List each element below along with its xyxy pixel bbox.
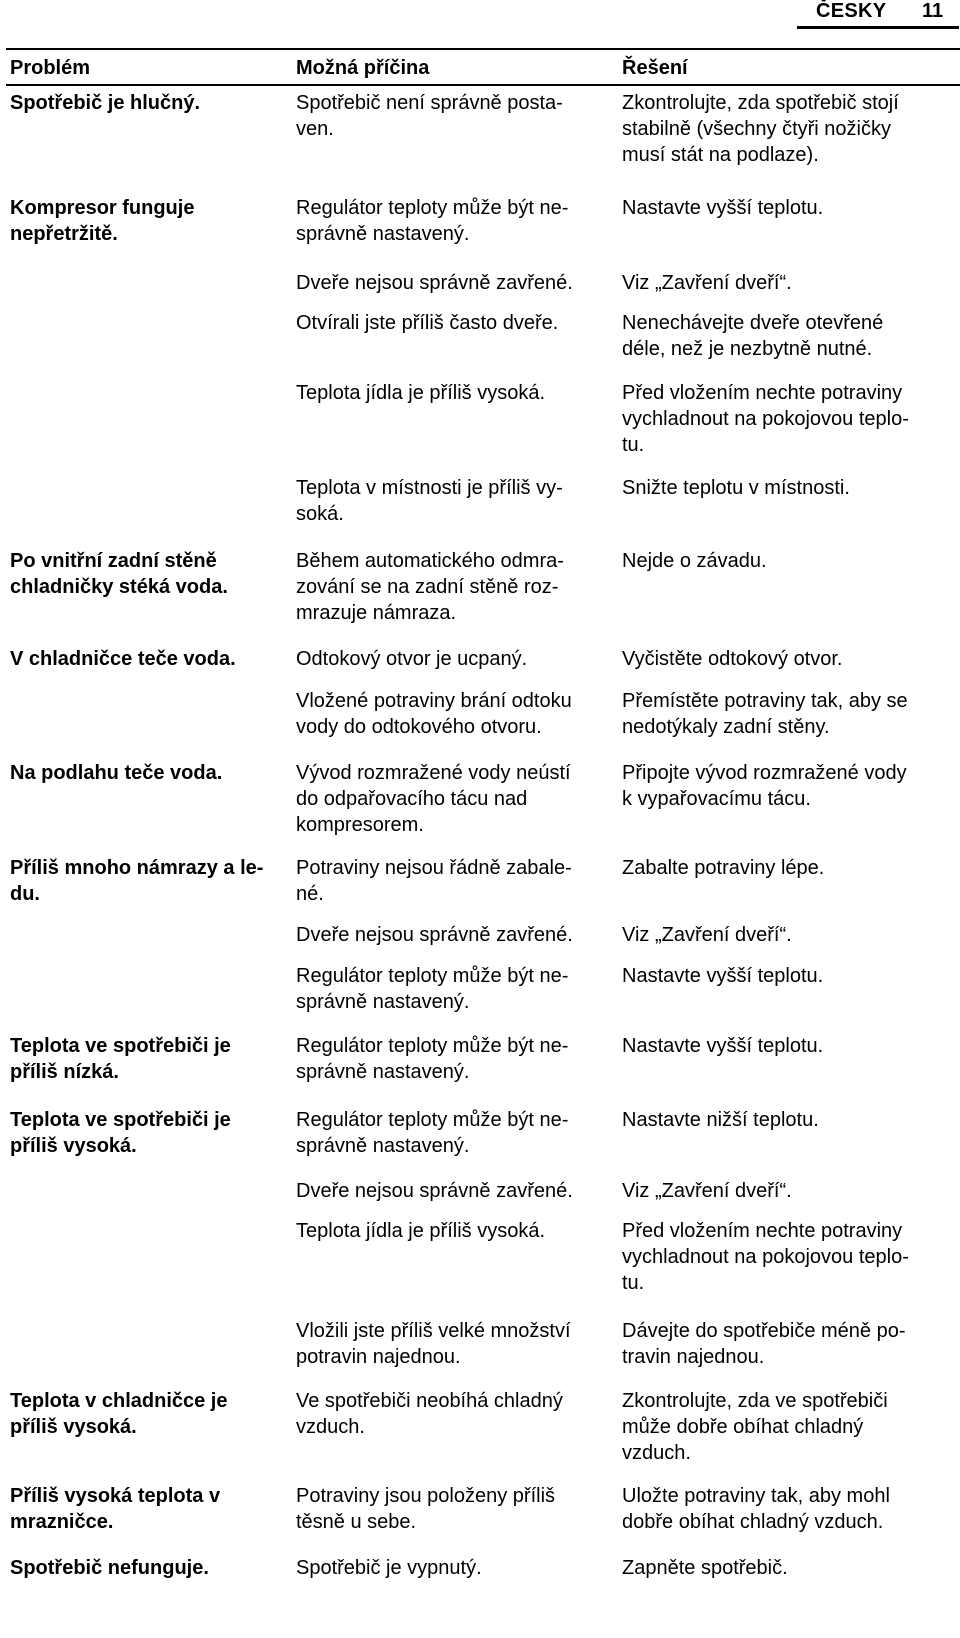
cell-solution: Před vložením nechte potraviny xyxy=(622,1220,903,1242)
cell-problem: mrazničce. xyxy=(10,1511,114,1533)
cell-cause: správně nastavený. xyxy=(296,991,470,1013)
cell-solution: Nejde o závadu. xyxy=(622,550,767,572)
cell-solution: k vypařovacímu tácu. xyxy=(622,788,811,810)
cell-cause: Ve spotřebiči neobíhá chladný xyxy=(296,1390,563,1412)
cell-problem: Kompresor funguje xyxy=(10,197,195,219)
cell-cause: zování se na zadní stěně roz- xyxy=(296,576,559,598)
cell-cause: kompresorem. xyxy=(296,814,424,836)
cell-cause: Dveře nejsou správně zavřené. xyxy=(296,1180,573,1202)
cell-cause: Potraviny nejsou řádně zabale- xyxy=(296,857,572,879)
header-rule xyxy=(797,26,959,29)
header-language: ČESKY xyxy=(816,0,887,22)
cell-problem: Spotřebič je hlučný. xyxy=(10,92,201,114)
cell-solution: Nastavte vyšší teplotu. xyxy=(622,197,824,219)
cell-solution: tu. xyxy=(622,434,645,456)
cell-solution: Zkontrolujte, zda ve spotřebiči xyxy=(622,1390,888,1412)
cell-solution: Před vložením nechte potraviny xyxy=(622,382,903,404)
cell-solution: Přemístěte potraviny tak, aby se xyxy=(622,690,908,712)
cell-cause: Dveře nejsou správně zavřené. xyxy=(296,924,573,946)
cell-problem: Teplota ve spotřebiči je xyxy=(10,1035,231,1057)
column-header-problem: Problém xyxy=(10,57,91,79)
cell-problem: Po vnitřní zadní stěně xyxy=(10,550,217,572)
cell-solution: Zapněte spotřebič. xyxy=(622,1557,788,1579)
cell-solution: Viz „Zavření dveří“. xyxy=(622,924,792,946)
cell-solution: Snižte teplotu v místnosti. xyxy=(622,477,850,499)
cell-cause: Vývod rozmražené vody neústí xyxy=(296,762,571,784)
cell-problem: V chladničce teče voda. xyxy=(10,648,236,670)
cell-problem: příliš vysoká. xyxy=(10,1135,137,1157)
table-header-rule xyxy=(6,84,960,86)
column-header-cause: Možná příčina xyxy=(296,57,430,79)
cell-cause: Vložené potraviny brání odtoku xyxy=(296,690,572,712)
cell-cause: správně nastavený. xyxy=(296,1135,470,1157)
cell-solution: musí stát na podlaze). xyxy=(622,144,819,166)
cell-solution: může dobře obíhat chladný xyxy=(622,1416,864,1438)
cell-cause: Spotřebič není správně posta- xyxy=(296,92,563,114)
cell-solution: travin najednou. xyxy=(622,1346,765,1368)
cell-solution: Viz „Zavření dveří“. xyxy=(622,272,792,294)
page-number: 11 xyxy=(922,0,944,22)
cell-solution: Zkontrolujte, zda spotřebič stojí xyxy=(622,92,899,114)
cell-cause: mrazuje námraza. xyxy=(296,602,457,624)
cell-solution: tu. xyxy=(622,1272,645,1294)
cell-solution: stabilně (všechny čtyři nožičky xyxy=(622,118,891,140)
cell-solution: vychladnout na pokojovou teplo- xyxy=(622,1246,909,1268)
cell-cause: Během automatického odmra- xyxy=(296,550,564,572)
cell-problem: du. xyxy=(10,883,40,905)
table-top-rule xyxy=(6,48,960,50)
cell-cause: správně nastavený. xyxy=(296,223,470,245)
cell-cause: vzduch. xyxy=(296,1416,365,1438)
cell-solution: nedotýkaly zadní stěny. xyxy=(622,716,830,738)
cell-cause: Teplota jídla je příliš vysoká. xyxy=(296,1220,546,1242)
cell-cause: Regulátor teploty může být ne- xyxy=(296,197,569,219)
cell-cause: Regulátor teploty může být ne- xyxy=(296,1109,569,1131)
cell-cause: Potraviny jsou položeny příliš xyxy=(296,1485,556,1507)
cell-cause: Vložili jste příliš velké množství xyxy=(296,1320,571,1342)
cell-solution: Nastavte nižší teplotu. xyxy=(622,1109,819,1131)
cell-solution: Dávejte do spotřebiče méně po- xyxy=(622,1320,906,1342)
cell-cause: Teplota jídla je příliš vysoká. xyxy=(296,382,546,404)
cell-solution: dobře obíhat chladný vzduch. xyxy=(622,1511,884,1533)
cell-cause: Spotřebič je vypnutý. xyxy=(296,1557,482,1579)
cell-solution: déle, než je nezbytně nutné. xyxy=(622,338,873,360)
cell-solution: Uložte potraviny tak, aby mohl xyxy=(622,1485,890,1507)
cell-cause: né. xyxy=(296,883,324,905)
cell-problem: Příliš mnoho námrazy a le- xyxy=(10,857,264,879)
cell-cause: ven. xyxy=(296,118,334,140)
cell-cause: Dveře nejsou správně zavřené. xyxy=(296,272,573,294)
cell-solution: Viz „Zavření dveří“. xyxy=(622,1180,792,1202)
cell-problem: Teplota v chladničce je xyxy=(10,1390,228,1412)
cell-cause: Teplota v místnosti je příliš vy- xyxy=(296,477,563,499)
cell-cause: potravin najednou. xyxy=(296,1346,461,1368)
cell-cause: Regulátor teploty může být ne- xyxy=(296,965,569,987)
cell-problem: Na podlahu teče voda. xyxy=(10,762,223,784)
cell-problem: příliš vysoká. xyxy=(10,1416,137,1438)
cell-cause: do odpařovacího tácu nad xyxy=(296,788,528,810)
cell-cause: soká. xyxy=(296,503,344,525)
cell-cause: vody do odtokového otvoru. xyxy=(296,716,542,738)
cell-cause: Otvírali jste příliš často dveře. xyxy=(296,312,559,334)
cell-problem: Teplota ve spotřebiči je xyxy=(10,1109,231,1131)
cell-solution: Vyčistěte odtokový otvor. xyxy=(622,648,843,670)
cell-solution: vzduch. xyxy=(622,1442,691,1464)
cell-problem: chladničky stéká voda. xyxy=(10,576,228,598)
cell-problem: Spotřebič nefunguje. xyxy=(10,1557,209,1579)
cell-solution: Zabalte potraviny lépe. xyxy=(622,857,825,879)
cell-cause: správně nastavený. xyxy=(296,1061,470,1083)
cell-solution: vychladnout na pokojovou teplo- xyxy=(622,408,909,430)
cell-problem: Příliš vysoká teplota v xyxy=(10,1485,221,1507)
cell-solution: Nastavte vyšší teplotu. xyxy=(622,965,824,987)
cell-cause: Regulátor teploty může být ne- xyxy=(296,1035,569,1057)
column-header-solution: Řešení xyxy=(622,57,688,79)
cell-solution: Nastavte vyšší teplotu. xyxy=(622,1035,824,1057)
cell-solution: Nenechávejte dveře otevřené xyxy=(622,312,884,334)
cell-problem: příliš nízká. xyxy=(10,1061,119,1083)
cell-solution: Připojte vývod rozmražené vody xyxy=(622,762,907,784)
cell-problem: nepřetržitě. xyxy=(10,223,118,245)
cell-cause: těsně u sebe. xyxy=(296,1511,417,1533)
cell-cause: Odtokový otvor je ucpaný. xyxy=(296,648,528,670)
